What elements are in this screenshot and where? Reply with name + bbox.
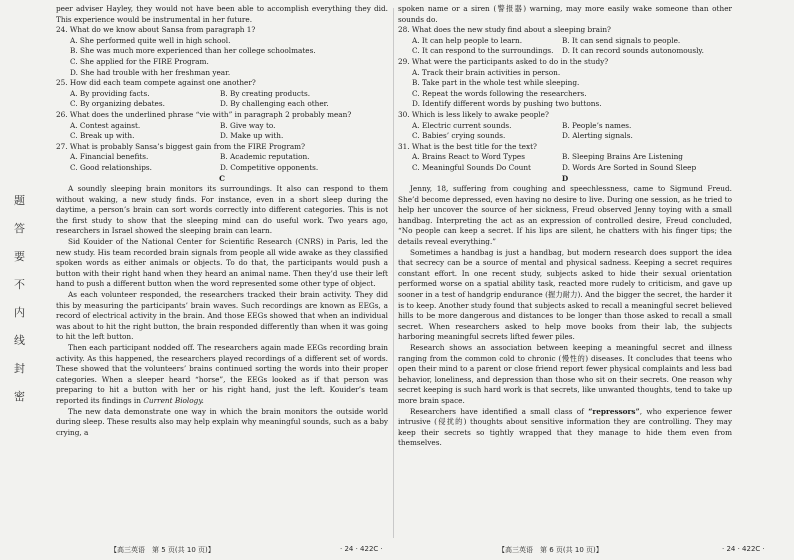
passage-d-paragraph: Sometimes a handbag is just a handbag, but modern research does support the idea that secrecy can be a source of mental and physical sadness. Keeping a secret requires constant effort. In one recent study, subjects asked to hide their sexual orientation performed worse on a spatial ability task, reacted more rudely to criticism, and gave up sooner in a test of handgrip endurance (握力耐力). And the bigger the secret, the harder it is to keep. Another study found that subjects asked to recall a meaningful secret believed hills to be more dangerous and distances to be longer than those asked to recall a small secret. When researchers asked to help move books from their lab, the subjects harboring meaningful secrets lifted fewer piles.	[398, 247, 732, 342]
section-heading-c: C	[219, 173, 225, 183]
gutter-char: 密	[14, 390, 25, 403]
page-footer-left: 【高三英语 第 5 页(共 10 页)】	[110, 546, 215, 554]
left-column	[56, 4, 388, 438]
passage-d-paragraph: Researchers have identified a small class of “repressors”, who experience fewer intrusive (侵扰的) thoughts about sensitive information they are controlling. They may keep their secrets so tightly wrapped that they manage to hide them even from themselves.	[398, 406, 732, 448]
journal-name: Current Biology.	[143, 395, 204, 405]
gutter-char: 不	[14, 278, 25, 291]
passage-d-paragraph: Jenny, 18, suffering from coughing and speechlessness, came to Sigmund Freud. She’d become depressed, even having no desire to live. During one session, as he tried to help her uncover the source of her sickness, Freud observed Jenny toying with a small handbag. Interpreting the act as an expression of controlled desire, Freud concluded, “No people can keep a secret. If his lips are silent, he chatters with his finger tips; the details reveal everything.”	[398, 184, 732, 247]
gutter-char: 线	[14, 334, 25, 347]
question-25: 25. How did each team compete against one another? A. By providing facts. B. By creating products. C. By organizing debates. D. By challenging each other.	[56, 78, 329, 109]
question-27: 27. What is probably Sansa’s biggest gain from the FIRE Program? A. Financial benefits. B. Academic reputation. C. Good relationships. D. Competitive opponents.	[56, 141, 319, 172]
passage-c-paragraph: As each volunteer responded, the researchers tracked their brain activity. They did this by measuring the participants’ brain waves. Such recordings are known as EEGs, a record of electrical activity in the brain. And those EEGs showed that when an individual was about to hit the right button, the brain responded differently than when it was going to hit the left button.	[56, 290, 388, 342]
passage-c-ending: spoken name or a siren (警报器) warning, may more easily wake someone than other sounds do.	[398, 4, 732, 24]
passage-c-paragraph: The new data demonstrate one way in which the brain monitors the outside world during sleep. These results also may help explain why meaningful sounds, such as a baby crying, a	[56, 406, 388, 437]
question-28: 28. What does the new study find about a sleeping brain? A. It can help people to learn. B. It can send signals to people. C. It can respond to the surroundings. D. It can record sounds autonomously.	[398, 25, 704, 56]
binding-margin	[0, 0, 44, 560]
question-24: 24. What do we know about Sansa from paragraph 1? A. She performed quite well in high school. B. She was much more experienced than her college schoolmates. C. She applied for the FIRE Program. D. She had trouble with her freshman year.	[56, 25, 316, 77]
passage-d-paragraph: Research shows an association between keeping a meaningful secret and illness ranging from the common cold to chronic (慢性的) diseases. It concludes that teens who open their mind to a parent or close friend report fewer physical complaints and less bad behavior, loneliness, and depression than those who sit on their secrets. One reason why secret keeping is such hard work is that secrets, like unwanted thoughts, tend to take up more brain space.	[398, 343, 732, 405]
gutter-char: 答	[14, 222, 25, 235]
gutter-char: 要	[14, 250, 25, 263]
passage-b-ending: peer adviser Hayley, they would not have been able to accomplish everything they did. This experience would be instrumental in her future.	[56, 4, 388, 24]
passage-c-paragraph: A soundly sleeping brain monitors its surroundings. It also can respond to them without waking, a new study finds. For instance, even in a short sleep during the daytime, a person’s brain can sort words correctly into different categories. This is not the first study to show that the sleeping mind can do useful work. Two years ago, researchers in Israel showed the sleeping brain can learn.	[56, 184, 388, 236]
right-column	[398, 4, 732, 449]
section-heading-d: D	[561, 173, 569, 183]
gutter-char: 内	[14, 306, 25, 319]
passage-c-paragraph: Then each participant nodded off. The researchers again made EEGs recording brain activity. As this happened, the researchers played recordings of a different set of words. These showed that the volunteers’ brains continued sorting the words into their proper categories. When a sleeper heard “horse”, the EEGs looked as if that person was preparing to hit a button with her or his right hand, just the left. Kouider’s team reported its findings in Current Biology.	[56, 343, 388, 405]
underlined-word: “repressors”	[588, 406, 640, 416]
page-footer-right: 【高三英语 第 6 页(共 10 页)】	[498, 546, 603, 554]
column-divider	[393, 8, 394, 538]
question-31: 31. What is the best title for the text? A. Brains React to Word Types B. Sleeping Brains Are Listening C. Meaningful Sounds Do Count D. Words Are Sorted in Sound Sleep	[398, 141, 697, 172]
page-code-right: · 24 · 422C ·	[722, 545, 765, 553]
gutter-char: 题	[14, 194, 25, 207]
question-30: 30. Which is less likely to awake people? A. Electric current sounds. B. People’s names. C. Babies’ crying sounds. D. Alerting signals.	[398, 109, 633, 141]
question-26: 26. What does the underlined phrase “vie with” in paragraph 2 probably mean? A. Contest against. B. Give way to. C. Break up with. D. Make up with.	[56, 109, 352, 141]
passage-c-paragraph: Sid Kouider of the National Center for Scientific Research (CNRS) in Paris, led the new study. His team recorded brain signals from people all wide awake as they classified spoken words as either animals or objects. To do that, the participants would push a button with their right hand when they heard an animal name. Then they’d use their left hand to push a different button when the word represented some other type of object.	[56, 237, 388, 289]
page-code-left: · 24 · 422C ·	[340, 545, 383, 553]
gutter-char: 封	[14, 362, 25, 375]
question-29: 29. What were the participants asked to do in the study? A. Track their brain activities in person. B. Take part in the whole test while sleeping. C. Repeat the words following the researchers. D. Identify different words by pushing two buttons.	[398, 56, 609, 109]
